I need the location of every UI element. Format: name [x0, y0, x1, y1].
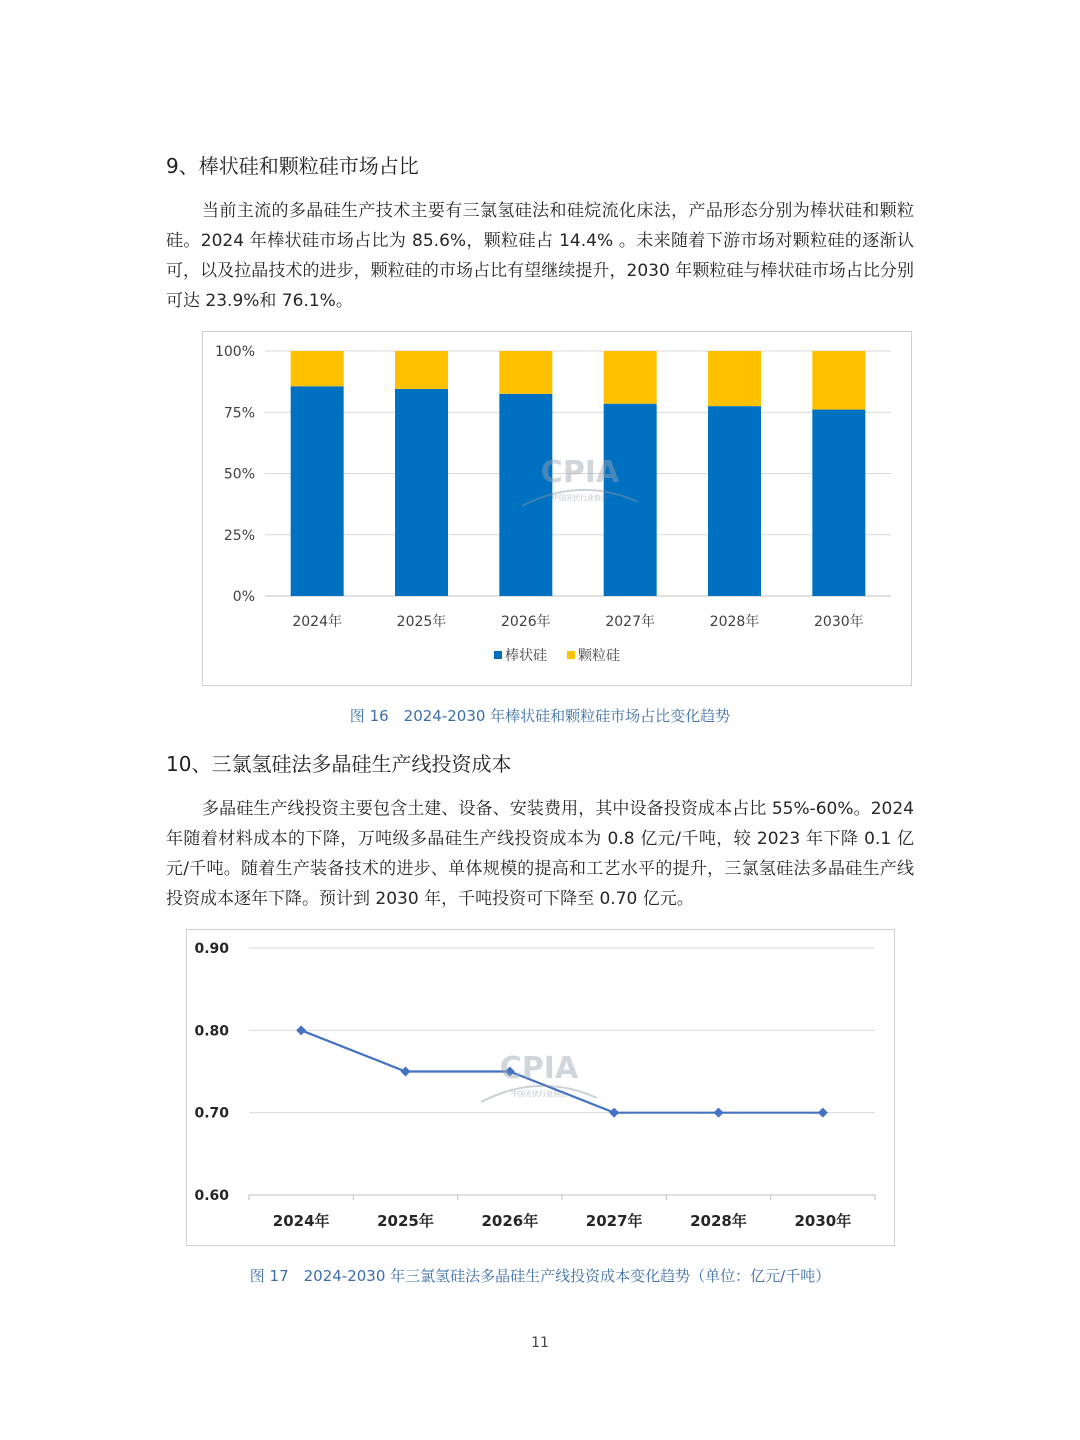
- x-tick-label: 2027年: [605, 614, 655, 630]
- bar-segment: [604, 351, 657, 404]
- x-tick-label: 2028年: [690, 1212, 747, 1230]
- figure-16-caption: 图 16 2024-2030 年棒状硅和颗粒硅市场占比变化趋势: [349, 707, 731, 725]
- y-tick-label: 0%: [232, 589, 255, 605]
- legend-label: 棒状硅: [505, 648, 547, 664]
- data-point: [609, 1108, 619, 1118]
- legend-swatch: [494, 651, 502, 659]
- x-tick-label: 2030年: [814, 614, 864, 630]
- bar-segment: [812, 351, 865, 410]
- y-tick-label: 0.70: [194, 1105, 229, 1122]
- watermark-sub-text: 中国光伏行业协会: [552, 494, 608, 502]
- legend-label: 颗粒硅: [578, 648, 620, 664]
- y-tick-label: 100%: [214, 344, 255, 360]
- bar-chart: [203, 332, 911, 685]
- y-tick-label: 25%: [223, 527, 255, 544]
- data-point: [818, 1108, 828, 1118]
- data-point: [401, 1067, 411, 1077]
- bar-segment: [708, 406, 761, 596]
- x-tick-label: 2027年: [585, 1212, 643, 1230]
- watermark-logo-text: CPIA: [540, 455, 620, 490]
- x-tick-label: 2025年: [396, 614, 447, 630]
- x-tick-label: 2026年: [501, 614, 551, 630]
- section-9-heading: 9、棒状硅和颗粒硅市场占比: [166, 154, 419, 178]
- bar-segment: [291, 386, 344, 596]
- watermark-logo-text: CPIA: [499, 1051, 579, 1086]
- bar-segment: [812, 410, 865, 596]
- bar-chart-container: [202, 331, 912, 686]
- bar-segment: [291, 351, 344, 386]
- x-tick-label: 2026年: [481, 1212, 539, 1230]
- x-tick-label: 2028年: [709, 614, 760, 630]
- y-tick-label: 75%: [223, 405, 255, 422]
- watermark-sub-text: 中国光伏行业协会: [511, 1090, 567, 1098]
- data-point: [296, 1025, 306, 1035]
- section-10-heading: 10、三氯氢硅法多晶硅生产线投资成本: [166, 752, 512, 776]
- legend-swatch: [567, 651, 575, 659]
- x-tick-label: 2030年: [794, 1212, 852, 1230]
- bar-segment: [604, 404, 657, 596]
- x-tick-label: 2024年: [292, 614, 342, 630]
- y-tick-label: 50%: [223, 466, 255, 483]
- line-chart: [187, 930, 894, 1245]
- data-point: [714, 1108, 724, 1118]
- y-tick-label: 0.90: [194, 941, 229, 957]
- bar-segment: [499, 394, 552, 596]
- bar-segment: [395, 389, 448, 596]
- bar-segment: [499, 351, 552, 394]
- y-tick-label: 0.60: [194, 1188, 229, 1204]
- y-tick-label: 0.80: [194, 1023, 229, 1040]
- bar-segment: [708, 351, 761, 406]
- section-10-paragraph: 多晶硅生产线投资主要包含土建、设备、安装费用，其中设备投资成本占比 55%-60%。2024 年随着材料成本的下降，万吨级多晶硅生产线投资成本为 0.8 亿元/千吨，较 2023 年下降 0.1 亿元/千吨。随着生产装备技术的进步、单体规模的提高和工艺水平的提升，三氯氢硅法多晶硅生产线投资成本逐年下降。预计到 2030 年，千吨投资可下降至 0.70 亿元。: [166, 799, 914, 909]
- section-9-paragraph: 当前主流的多晶硅生产技术主要有三氯氢硅法和硅烷流化床法，产品形态分别为棒状硅和颗粒硅。2024 年棒状硅市场占比为 85.6%，颗粒硅占 14.4% 。未来随着下游市场对颗粒硅的逐渐认可，以及拉晶技术的进步，颗粒硅的市场占比有望继续提升，2030 年颗粒硅与棒状硅市场占比分别可达 23.9%和 76.1%。: [166, 201, 914, 311]
- page-number: 11: [531, 1335, 549, 1351]
- figure-17-caption: 图 17 2024-2030 年三氯氢硅法多晶硅生产线投资成本变化趋势（单位：亿元/千吨）: [249, 1267, 831, 1285]
- x-tick-label: 2024年: [272, 1212, 330, 1230]
- x-tick-label: 2025年: [377, 1212, 434, 1230]
- line-chart-container: [186, 929, 895, 1246]
- bar-segment: [395, 351, 448, 389]
